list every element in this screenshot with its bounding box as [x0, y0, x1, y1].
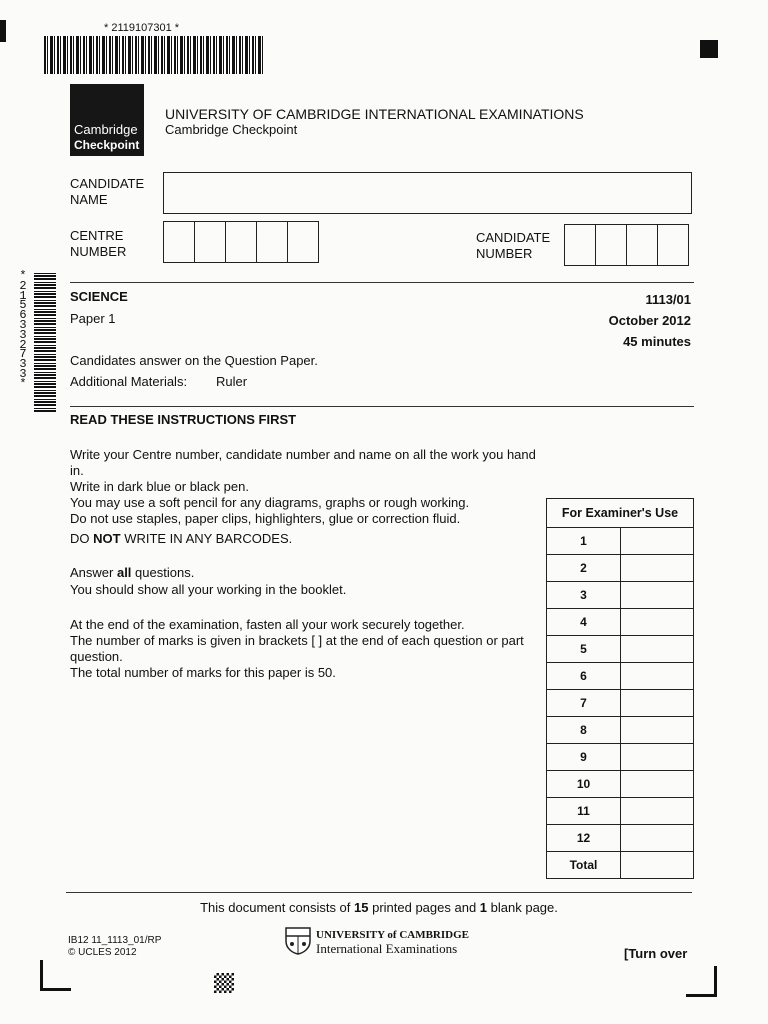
question-number: 7 [547, 690, 621, 717]
mark-cell[interactable] [621, 717, 694, 744]
instruction-line: Do not use staples, paper clips, highlighters, glue or correction fluid. [70, 511, 461, 526]
exam-duration: 45 minutes [623, 334, 691, 349]
candidate-number-label-line2: NUMBER [476, 246, 533, 261]
answer-all-pre: Answer [70, 565, 117, 580]
materials-value: Ruler [216, 374, 248, 389]
question-number: 3 [547, 582, 621, 609]
question-number: 1 [547, 528, 621, 555]
logo-line-1: Cambridge [74, 122, 138, 137]
candidate-name-label-line2: NAME [70, 192, 108, 207]
crop-mark-right [686, 966, 717, 997]
candidate-name-label [70, 176, 144, 208]
centre-number-label-line2: NUMBER [70, 244, 127, 259]
header-subtitle: Cambridge Checkpoint [165, 122, 298, 137]
question-number: 8 [547, 717, 621, 744]
subject: SCIENCE [70, 289, 128, 304]
question-number: 5 [547, 636, 621, 663]
barcode-warning-post: WRITE IN ANY BARCODES. [120, 531, 293, 546]
paper: Paper 1 [70, 311, 116, 326]
barcode-warning [70, 531, 292, 547]
centre-number-label-line1: CENTRE [70, 228, 124, 243]
centre-number-cell[interactable] [256, 221, 288, 263]
registration-mark-left [0, 20, 6, 42]
mark-cell[interactable] [621, 528, 694, 555]
mark-cell[interactable] [621, 744, 694, 771]
candidate-number-cell[interactable] [564, 224, 596, 266]
examiners-use-heading: For Examiner's Use [547, 499, 694, 528]
mark-cell[interactable] [621, 771, 694, 798]
instruction-line: Write in dark blue or black pen. [70, 479, 249, 494]
crop-mark-left [40, 960, 71, 991]
centre-number-cell[interactable] [225, 221, 257, 263]
mark-cell[interactable] [621, 636, 694, 663]
answer-all-strong: all [116, 565, 132, 580]
registration-mark-right [700, 40, 718, 58]
mark-cell[interactable] [621, 825, 694, 852]
total-mark-cell[interactable] [621, 852, 694, 879]
marks-note: The number of marks is given in brackets [ ] at the end of each question or part question. [70, 633, 524, 664]
instructions-list [70, 447, 550, 527]
side-barcode-number: *2156332733* [19, 269, 27, 391]
qr-code [214, 973, 234, 993]
candidate-number-field[interactable] [565, 224, 689, 266]
answer-note: Candidates answer on the Question Paper. [70, 353, 318, 368]
question-number: 2 [547, 555, 621, 582]
candidate-number-cell[interactable] [657, 224, 689, 266]
cambridge-checkpoint-logo [70, 84, 144, 156]
side-barcode [34, 272, 56, 412]
candidate-name-field[interactable] [163, 172, 692, 214]
centre-number-field[interactable] [164, 221, 319, 263]
page-count-pre: This document consists of [200, 900, 355, 915]
barcode-number: * 2119107301 * [104, 22, 180, 34]
working-note: You should show all your working in the booklet. [70, 582, 347, 597]
blank-pages-count: 1 [479, 900, 488, 915]
candidate-number-label [476, 230, 550, 262]
exam-date: October 2012 [608, 313, 691, 328]
centre-number-cell[interactable] [194, 221, 226, 263]
examiners-use-table [546, 498, 694, 879]
turn-over: [Turn over [624, 946, 688, 961]
question-number: 11 [547, 798, 621, 825]
page-count-note [0, 900, 758, 916]
candidate-name-label-line1: CANDIDATE [70, 176, 145, 191]
candidate-number-cell[interactable] [595, 224, 627, 266]
barcode-warning-pre: DO [70, 531, 94, 546]
instructions-heading: READ THESE INSTRUCTIONS FIRST [70, 412, 297, 427]
university-name [316, 928, 469, 956]
mark-cell[interactable] [621, 663, 694, 690]
question-number: 9 [547, 744, 621, 771]
university-crest-icon [285, 927, 311, 955]
reference-code: IB12 11_1113_01/RP [68, 935, 162, 946]
logo-line-2: Checkpoint [74, 138, 140, 152]
header-title: UNIVERSITY OF CAMBRIDGE INTERNATIONAL EXAMINATIONS [165, 106, 584, 122]
centre-number-label [70, 228, 126, 260]
mark-cell[interactable] [621, 798, 694, 825]
total-marks-note: The total number of marks for this paper is 50. [70, 665, 336, 680]
copyright: © UCLES 2012 [68, 947, 137, 958]
total-label: Total [547, 852, 621, 879]
materials-label: Additional Materials: [70, 374, 188, 389]
centre-number-cell[interactable] [287, 221, 319, 263]
barcode [44, 36, 264, 74]
answer-all-post: questions. [131, 565, 195, 580]
divider [70, 406, 694, 407]
paper-code: 1113/01 [645, 292, 691, 307]
question-number: 6 [547, 663, 621, 690]
candidate-number-label-line1: CANDIDATE [476, 230, 551, 245]
mark-cell[interactable] [621, 582, 694, 609]
university-line-1: UNIVERSITY of CAMBRIDGE [316, 929, 469, 941]
answer-all-note [70, 565, 194, 581]
page-count-mid: printed pages and [368, 900, 480, 915]
centre-number-cell[interactable] [163, 221, 195, 263]
question-number: 10 [547, 771, 621, 798]
divider [70, 282, 694, 283]
question-number: 4 [547, 609, 621, 636]
footer-divider [66, 892, 692, 893]
printed-pages-count: 15 [354, 900, 369, 915]
question-number: 12 [547, 825, 621, 852]
instruction-line: You may use a soft pencil for any diagrams, graphs or rough working. [70, 495, 470, 510]
mark-cell[interactable] [621, 609, 694, 636]
instruction-line: Write your Centre number, candidate number and name on all the work you hand in. [70, 447, 536, 478]
mark-cell[interactable] [621, 555, 694, 582]
university-line-2: International Examinations [316, 941, 458, 956]
fasten-note: At the end of the examination, fasten all your work securely together. [70, 617, 465, 632]
mark-cell[interactable] [621, 690, 694, 717]
barcode-warning-strong: NOT [93, 531, 121, 546]
candidate-number-cell[interactable] [626, 224, 658, 266]
document-reference [68, 935, 161, 959]
page-count-post: blank page. [487, 900, 558, 915]
